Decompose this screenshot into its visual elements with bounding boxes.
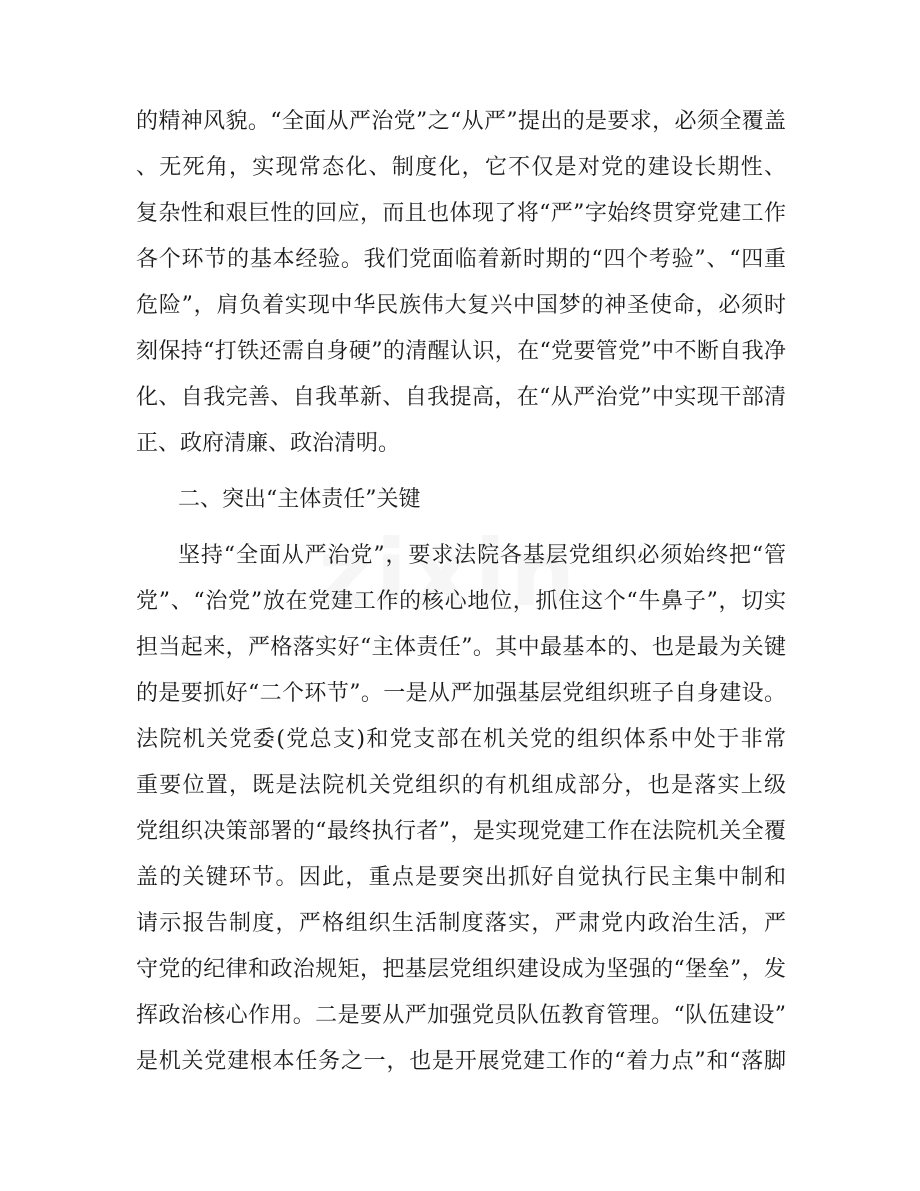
paragraph-line: 坚持“全面从严治党”，要求法院各基层党组织必须始终把“管 <box>178 543 786 568</box>
paragraph-line: 盖的关键环节。因此，重点是要突出抓好自觉执行民主集中制和 <box>136 865 786 890</box>
paragraph-line: 法院机关党委(党总支)和党支部在机关党的组织体系中处于非常 <box>136 727 786 752</box>
paragraph-line: 党”、“治党”放在党建工作的核心地位，抓住这个“牛鼻子”，切实 <box>136 589 786 614</box>
paragraph-line: 担当起来，严格落实好“主体责任”。其中最基本的、也是最为关键 <box>136 635 786 660</box>
paragraph-line: 、无死角，实现常态化、制度化，它不仅是对党的建设长期性、 <box>136 155 786 180</box>
paragraph-line: 危险”，肩负着实现中华民族伟大复兴中国梦的神圣使命，必须时 <box>136 293 786 318</box>
paragraph-line: 守党的纪律和政治规矩，把基层党组织建设成为坚强的“堡垒”，发 <box>136 957 786 982</box>
paragraph-line: 的精神风貌。“全面从严治党”之“从严”提出的是要求，必须全覆盖 <box>136 109 786 134</box>
paragraph-line: 正、政府清廉、政治清明。 <box>136 431 401 456</box>
section-heading: 二、突出“主体责任”关键 <box>178 487 421 512</box>
paragraph-line: 各个环节的基本经验。我们党面临着新时期的“四个考验”、“四重 <box>136 247 786 272</box>
paragraph-line: 化、自我完善、自我革新、自我提高，在“从严治党”中实现干部清 <box>136 385 786 410</box>
paragraph-line: 的是要抓好“二个环节”。一是从严加强基层党组织班子自身建设。 <box>136 681 786 706</box>
paragraph-line: 是机关党建根本任务之一，也是开展党建工作的“着力点”和“落脚 <box>136 1049 786 1074</box>
paragraph-line: 刻保持“打铁还需自身硬”的清醒认识，在“党要管党”中不断自我净 <box>136 339 786 364</box>
paragraph-line: 重要位置，既是法院机关党组织的有机组成部分，也是落实上级 <box>136 773 786 798</box>
paragraph-line: 复杂性和艰巨性的回应，而且也体现了将“严”字始终贯穿党建工作 <box>136 201 786 226</box>
paragraph-line: 请示报告制度，严格组织生活制度落实，严肃党内政治生活，严 <box>136 911 786 936</box>
paragraph-line: 挥政治核心作用。二是要从严加强党员队伍教育管理。“队伍建设” <box>136 1003 786 1028</box>
paragraph-line: 党组织决策部署的“最终执行者”，是实现党建工作在法院机关全覆 <box>136 819 786 844</box>
